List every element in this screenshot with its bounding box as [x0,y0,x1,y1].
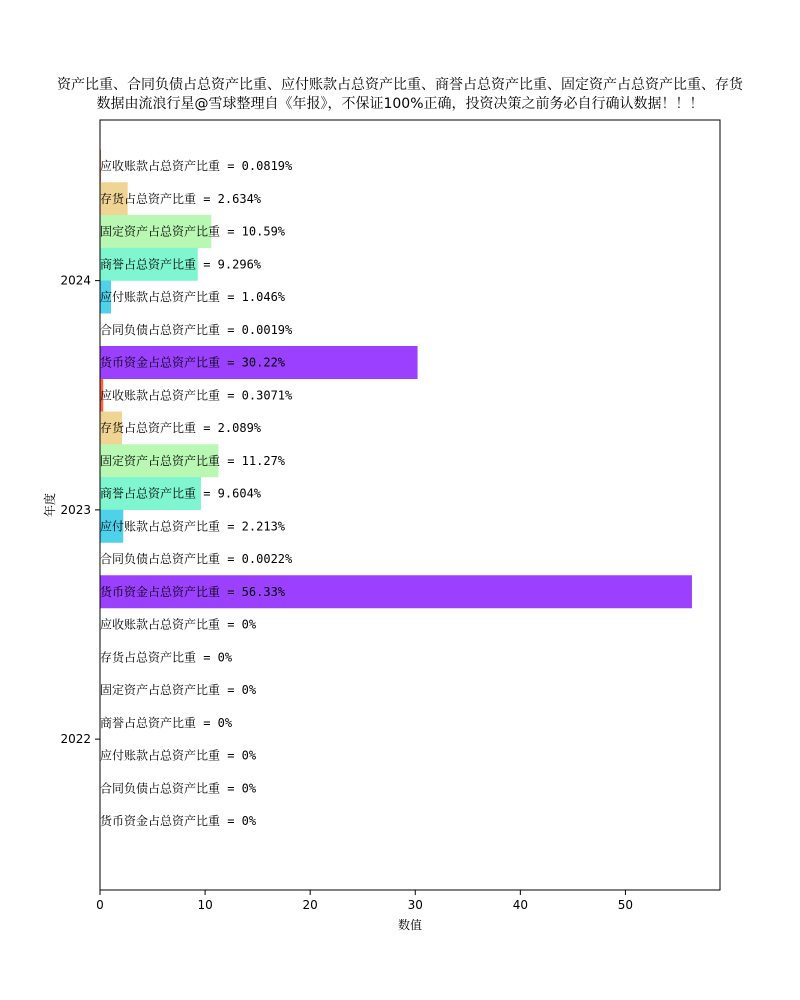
bar-label: 应收账款占总资产比重 = 0.3071% [100,388,293,403]
bar-label: 存货占总资产比重 = 2.634% [100,191,262,206]
bar-label: 合同负债占总资产比重 = 0.0019% [100,322,293,337]
bar-label: 应付账款占总资产比重 = 0% [100,748,257,763]
bar-label: 货币资金占总资产比重 = 0% [100,814,257,828]
bar-label: 货币资金占总资产比重 = 30.22% [100,355,286,370]
y-axis-label: 年度 [43,492,57,518]
x-axis-label: 数值 [397,918,423,932]
bar-label: 货币资金占总资产比重 = 56.33% [100,584,286,599]
bar-label: 应收账款占总资产比重 = 0.0819% [100,159,293,173]
bar-label: 商誉占总资产比重 = 0% [100,715,233,730]
bar-label: 商誉占总资产比重 = 9.296% [100,257,262,272]
bar-label: 应付账款占总资产比重 = 2.213% [100,519,286,534]
bar-label: 固定资产占总资产比重 = 11.27% [100,453,286,468]
x-tick-label: 20 [302,898,318,912]
bar-label: 存货占总资产比重 = 2.089% [100,421,262,435]
chart-title: 资产比重、合同负债占总资产比重、应付账款占总资产比重、商誉占总资产比重、固定资产占总资产比重、存货 [57,77,743,93]
y-tick-label: 2024 [60,273,91,288]
bar-label: 合同负债占总资产比重 = 0.0022% [100,552,293,566]
bar-label: 存货占总资产比重 = 0% [100,650,233,665]
bar-label: 应付账款占总资产比重 = 1.046% [100,290,286,304]
bar-label: 合同负债占总资产比重 = 0% [100,781,257,796]
chart-subtitle: 数据由流浪行星@雪球整理自《年报》，不保证100%正确，投资决策之前务必自行确认数据！！！ [96,96,704,112]
x-tick-label: 50 [617,898,634,912]
bar-label: 固定资产占总资产比重 = 0% [100,683,257,697]
y-tick-label: 2022 [60,732,91,747]
bar-label: 应收账款占总资产比重 = 0% [100,617,257,632]
x-tick-label: 0 [96,898,104,912]
bar-label: 商誉占总资产比重 = 9.604% [100,486,262,501]
bar-label: 固定资产占总资产比重 = 10.59% [100,224,286,239]
x-tick-label: 30 [407,898,423,912]
y-tick-label: 2023 [60,502,91,517]
x-tick-label: 40 [512,898,528,912]
x-tick-label: 10 [197,898,213,912]
